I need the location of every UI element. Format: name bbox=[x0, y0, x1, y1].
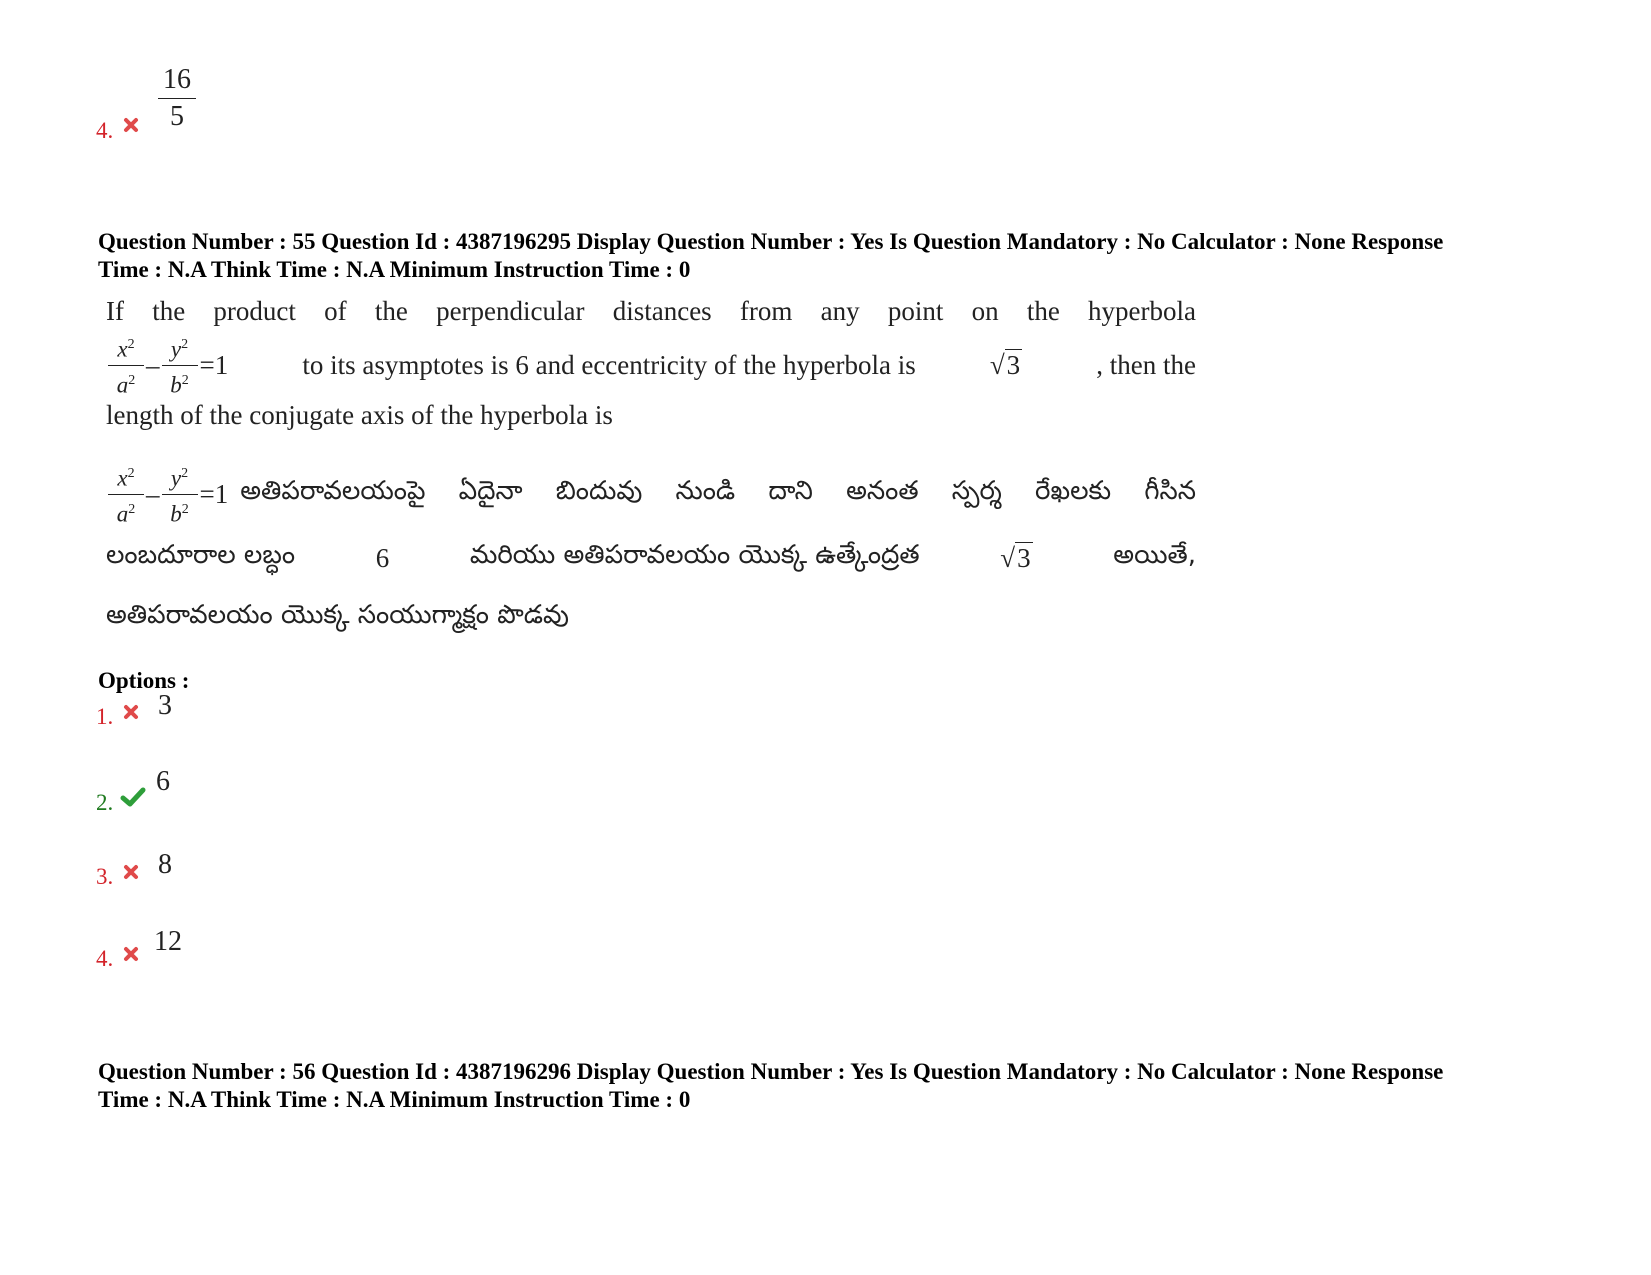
equals-one: =1 bbox=[199, 349, 229, 380]
options-label: Options : bbox=[98, 668, 190, 693]
hyperbola-equation-telugu bbox=[106, 462, 228, 526]
a-var: a bbox=[116, 501, 129, 527]
telugu-line-2 bbox=[106, 540, 1196, 576]
x-squared-over-a-squared bbox=[108, 333, 144, 397]
question-56-header bbox=[98, 1058, 1588, 1114]
telugu-line-3: అతిపరావలయం యొక్క సంయుగ్మాక్షం పొడవు bbox=[106, 600, 569, 630]
exponent: 2 bbox=[127, 466, 135, 481]
telugu-text-2c: అయితే, bbox=[1113, 540, 1196, 570]
exponent: 2 bbox=[128, 501, 136, 517]
telugu-line-1 bbox=[106, 462, 1196, 526]
exponent: 2 bbox=[181, 372, 189, 388]
header-line-1: Question Number : 56 Question Id : 4387196296 Display Question Number : Yes Is Question Mandatory : No Calculator : None Response bbox=[98, 1059, 1444, 1084]
question-text-line-1: If the product of the perpendicular distances from any point on the hyperbola bbox=[106, 296, 1196, 326]
fraction-bar bbox=[158, 98, 196, 99]
sqrt-3: √3 bbox=[1000, 542, 1031, 573]
exponent: 2 bbox=[127, 337, 135, 352]
cross-icon bbox=[122, 945, 140, 963]
option-number: 3. bbox=[96, 864, 114, 889]
hyperbola-equation bbox=[106, 333, 228, 397]
exponent: 2 bbox=[181, 501, 189, 517]
question-text-line-2 bbox=[106, 333, 1196, 397]
check-icon bbox=[120, 786, 146, 808]
telugu-text-2a: లంబదూరాల లబ్ధం bbox=[106, 540, 296, 570]
y-squared-over-b-squared bbox=[162, 462, 198, 526]
option-value: 6 bbox=[156, 766, 170, 797]
option-number: 1. bbox=[96, 704, 114, 729]
cross-icon bbox=[122, 863, 140, 881]
sqrt-value: 3 bbox=[1006, 349, 1021, 380]
telugu-text-1: అతిపరావలయంపై ఏదైనా బిందువు నుండి దాని అనంత స్పర్శ రేఖలకు గీసిన bbox=[240, 476, 1196, 507]
telugu-text-2b: మరియు అతిపరావలయం యొక్క ఉత్కేంద్రత bbox=[469, 540, 920, 570]
x-var: x bbox=[117, 465, 128, 491]
fraction-numerator: 16 bbox=[163, 64, 191, 95]
option-value: 12 bbox=[154, 926, 182, 957]
exponent: 2 bbox=[181, 466, 189, 481]
sqrt-value: 3 bbox=[1017, 542, 1031, 573]
b-var: b bbox=[170, 501, 182, 527]
cross-icon bbox=[122, 703, 140, 721]
header-line-1: Question Number : 55 Question Id : 4387196295 Display Question Number : Yes Is Question Mandatory : No Calculator : None Response bbox=[98, 229, 1444, 254]
sqrt-3: √3 bbox=[989, 349, 1021, 380]
cross-icon bbox=[122, 116, 140, 134]
text-then-the: , then the bbox=[1096, 349, 1196, 380]
y-var: y bbox=[170, 336, 182, 362]
fraction-16-over-5 bbox=[158, 64, 196, 133]
option-number: 4. bbox=[96, 946, 114, 971]
y-var: y bbox=[170, 465, 182, 491]
header-line-2: Time : N.A Think Time : N.A Minimum Instruction Time : 0 bbox=[98, 1087, 691, 1112]
y-squared-over-b-squared bbox=[162, 333, 198, 397]
x-var: x bbox=[117, 336, 128, 362]
question-55-header bbox=[98, 228, 1588, 284]
option-value: 8 bbox=[158, 849, 172, 880]
minus-sign: – bbox=[146, 349, 160, 380]
minus-sign: – bbox=[146, 478, 160, 509]
text-asymptotes: to its asymptotes is 6 and eccentricity of the hyperbola is bbox=[302, 349, 916, 380]
option-number: 2. bbox=[96, 790, 114, 815]
question-text-line-3: length of the conjugate axis of the hyperbola is bbox=[106, 400, 613, 430]
exponent: 2 bbox=[128, 372, 136, 388]
exponent: 2 bbox=[181, 337, 189, 352]
option-number: 4. bbox=[96, 118, 114, 143]
a-var: a bbox=[116, 372, 129, 398]
telugu-number-6: 6 bbox=[375, 542, 390, 573]
fraction-denominator: 5 bbox=[170, 101, 184, 132]
option-value: 3 bbox=[158, 690, 172, 721]
equals-one: =1 bbox=[199, 478, 229, 509]
x-squared-over-a-squared bbox=[108, 462, 144, 526]
b-var: b bbox=[170, 372, 182, 398]
header-line-2: Time : N.A Think Time : N.A Minimum Instruction Time : 0 bbox=[98, 257, 691, 282]
